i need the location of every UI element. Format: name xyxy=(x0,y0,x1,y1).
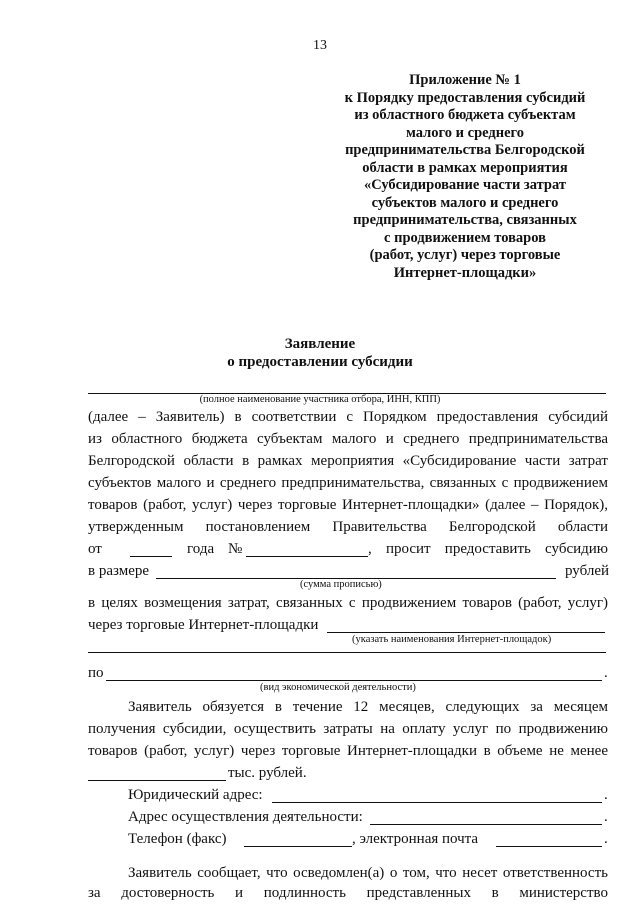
phone-input-line[interactable] xyxy=(244,846,352,847)
paragraph-line: утвержденным постановлением Правительства Белгородской области xyxy=(88,519,608,535)
appendix-line: с продвижением товаров xyxy=(384,229,546,246)
by-label: по xyxy=(88,665,104,681)
request-text: , просит предоставить субсидию xyxy=(368,541,608,557)
activity-address-input-line[interactable] xyxy=(370,824,602,825)
number-input-line[interactable] xyxy=(246,556,368,557)
appendix-line: Интернет-площадки» xyxy=(393,264,537,281)
paragraph-line: субъектов малого и среднего предпринимательства, связанных с продвижением xyxy=(88,475,608,491)
period-mark: . xyxy=(604,665,608,681)
amount-thousand-input-line[interactable] xyxy=(88,780,226,781)
obligation-line: Заявитель обязуется в течение 12 месяцев, следующих за месяцем xyxy=(128,699,608,715)
platforms-input-line-2[interactable] xyxy=(88,652,606,653)
paragraph-line: из областного бюджета субъектам малого и среднего предпринимательства xyxy=(88,431,608,447)
amount-label: в размере xyxy=(88,563,150,579)
appendix-line: предпринимательства, связанных xyxy=(353,212,577,228)
activity-address-label: Адрес осуществления деятельности: xyxy=(128,809,363,825)
platforms-input-line[interactable] xyxy=(327,632,605,633)
notice-line: за достоверность и подлинность представленных в министерство xyxy=(88,885,608,901)
obligation-line: товаров (работ, услуг) через торговые Интернет-площадки в объеме не менее xyxy=(88,743,608,759)
activity-caption: (вид экономической деятельности) xyxy=(260,682,416,693)
paragraph-line: Белгородской области в рамках мероприятия «Субсидирование части затрат xyxy=(88,453,608,469)
platforms-caption: (указать наименования Интернет-площадок) xyxy=(352,634,552,645)
from-label: от xyxy=(88,541,102,557)
appendix-line: «Субсидирование части затрат xyxy=(364,177,566,193)
email-label: , электронная почта xyxy=(352,831,479,847)
number-label: № xyxy=(228,541,243,557)
appendix-line: предпринимательства Белгородской xyxy=(345,142,585,158)
legal-address-label: Юридический адрес: xyxy=(128,787,263,803)
email-input-line[interactable] xyxy=(496,846,602,847)
obligation-line: получения субсидии, осуществить затраты на оплату услуг по продвижению xyxy=(88,721,608,737)
period-mark: . xyxy=(604,787,608,803)
rubles-label: рублей xyxy=(565,563,610,579)
appendix-line: из областного бюджета субъектам xyxy=(354,107,576,123)
participant-caption: (полное наименование участника отбора, ИНН, КПП) xyxy=(199,394,441,405)
activity-input-line[interactable] xyxy=(106,680,602,681)
appendix-line: (работ, услуг) через торговые xyxy=(369,247,561,263)
paragraph-line: (далее – Заявитель) в соответствии с Порядком предоставления субсидий xyxy=(88,409,608,425)
document-title: Заявление xyxy=(284,336,356,352)
appendix-line: субъектов малого и среднего xyxy=(371,194,559,211)
appendix-line: малого и среднего xyxy=(406,124,524,141)
page-number: 13 xyxy=(313,38,327,53)
platforms-label: через торговые Интернет-площадки xyxy=(88,617,319,633)
period-mark: . xyxy=(604,809,608,825)
paragraph-line: товаров (работ, услуг) через торговые Интернет-площадки» (далее – Порядок), xyxy=(88,497,608,513)
phone-label: Телефон (факс) xyxy=(128,831,227,847)
year-label: года xyxy=(187,541,215,557)
appendix-line: к Порядку предоставления субсидий xyxy=(344,89,586,106)
document-heading xyxy=(0,335,640,371)
legal-address-input-line[interactable] xyxy=(272,802,602,803)
appendix-block xyxy=(325,72,605,282)
date-input-line[interactable] xyxy=(130,556,172,557)
appendix-line: Приложение № 1 xyxy=(409,72,521,88)
period-mark: . xyxy=(604,831,608,847)
notice-line: Заявитель сообщает, что осведомлен(а) о том, что несет ответственность xyxy=(128,865,608,881)
appendix-line: области в рамках мероприятия xyxy=(362,159,568,176)
thousand-rubles-label: тыс. рублей. xyxy=(228,765,307,781)
purpose-line: в целях возмещения затрат, связанных с продвижением товаров (работ, услуг) xyxy=(88,595,608,611)
document-subtitle: о предоставлении субсидии xyxy=(227,354,413,370)
amount-caption: (сумма прописью) xyxy=(300,579,382,590)
